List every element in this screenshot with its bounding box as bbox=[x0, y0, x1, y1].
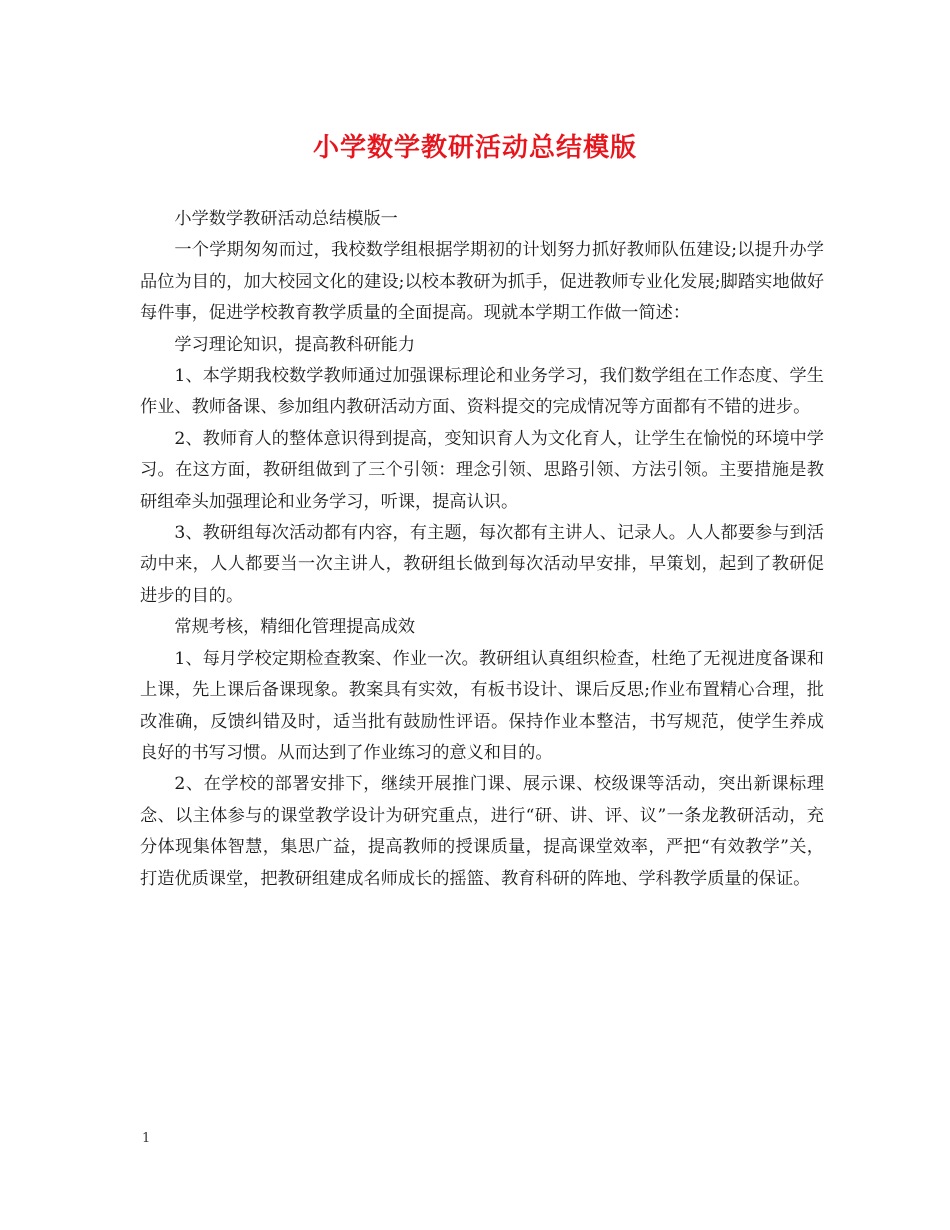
section-heading: 学习理论知识，提高教科研能力 bbox=[174, 334, 416, 355]
paragraph: 2、教师育人的整体意识得到提高，变知识育人为文化育人，让学生在愉悦的环境中学习。在这方面，教研组做到了三个引领：理念引领、思路引领、方法引领。主要措施是教研组牵头加强理论和业务学习，听课，提高认识。 bbox=[140, 428, 824, 512]
paragraph: 1、本学期我校数学教师通过加强课标理论和业务学习，我们数学组在工作态度、学生作业、教师备课、参加组内教研活动方面、资料提交的完成情况等方面都有不错的进步。 bbox=[140, 366, 824, 418]
paragraph: 一个学期匆匆而过，我校数学组根据学期初的计划努力抓好教师队伍建设;以提升办学品位为目的，加大校园文化的建设;以校本教研为抓手，促进教师专业化发展;脚踏实地做好每件事，促进学校教育教学质量的全面提高。现就本学期工作做一简述： bbox=[140, 240, 824, 324]
document-body bbox=[140, 204, 824, 895]
page-number: 1 bbox=[142, 1131, 151, 1146]
paragraph: 3、教研组每次活动都有内容，有主题，每次都有主讲人、记录人。人人都要参与到活动中来，人人都要当一次主讲人，教研组长做到每次活动早安排，早策划，起到了教研促进步的目的。 bbox=[140, 523, 824, 606]
paragraph: 2、在学校的部署安排下，继续开展推门课、展示课、校级课等活动，突出新课标理念、以主体参与的课堂教学设计为研究重点，进行“研、讲、评、议”一条龙教研活动，充分体现集体智慧，集思广益，提高教师的授课质量，提高课堂效率，严把“有效教学”关，打造优质课堂，把教研组建成名师成长的摇篮、教育科研的阵地、学科教学质量的保证。 bbox=[140, 774, 824, 889]
section-heading: 常规考核，精细化管理提高成效 bbox=[174, 617, 416, 638]
document-title: 小学数学教研活动总结模版 bbox=[312, 133, 637, 163]
paragraph: 1、每月学校定期检查教案、作业一次。教研组认真组织检查，杜绝了无视进度备课和上课，先上课后备课现象。教案具有实效，有板书设计、课后反思;作业布置精心合理，批改准确，反馈纠错及时，适当批有鼓励性评语。保持作业本整洁，书写规范，使学生养成良好的书写习惯。从而达到了作业练习的意义和目的。 bbox=[140, 648, 824, 763]
section-heading: 小学数学教研活动总结模版一 bbox=[174, 209, 398, 229]
